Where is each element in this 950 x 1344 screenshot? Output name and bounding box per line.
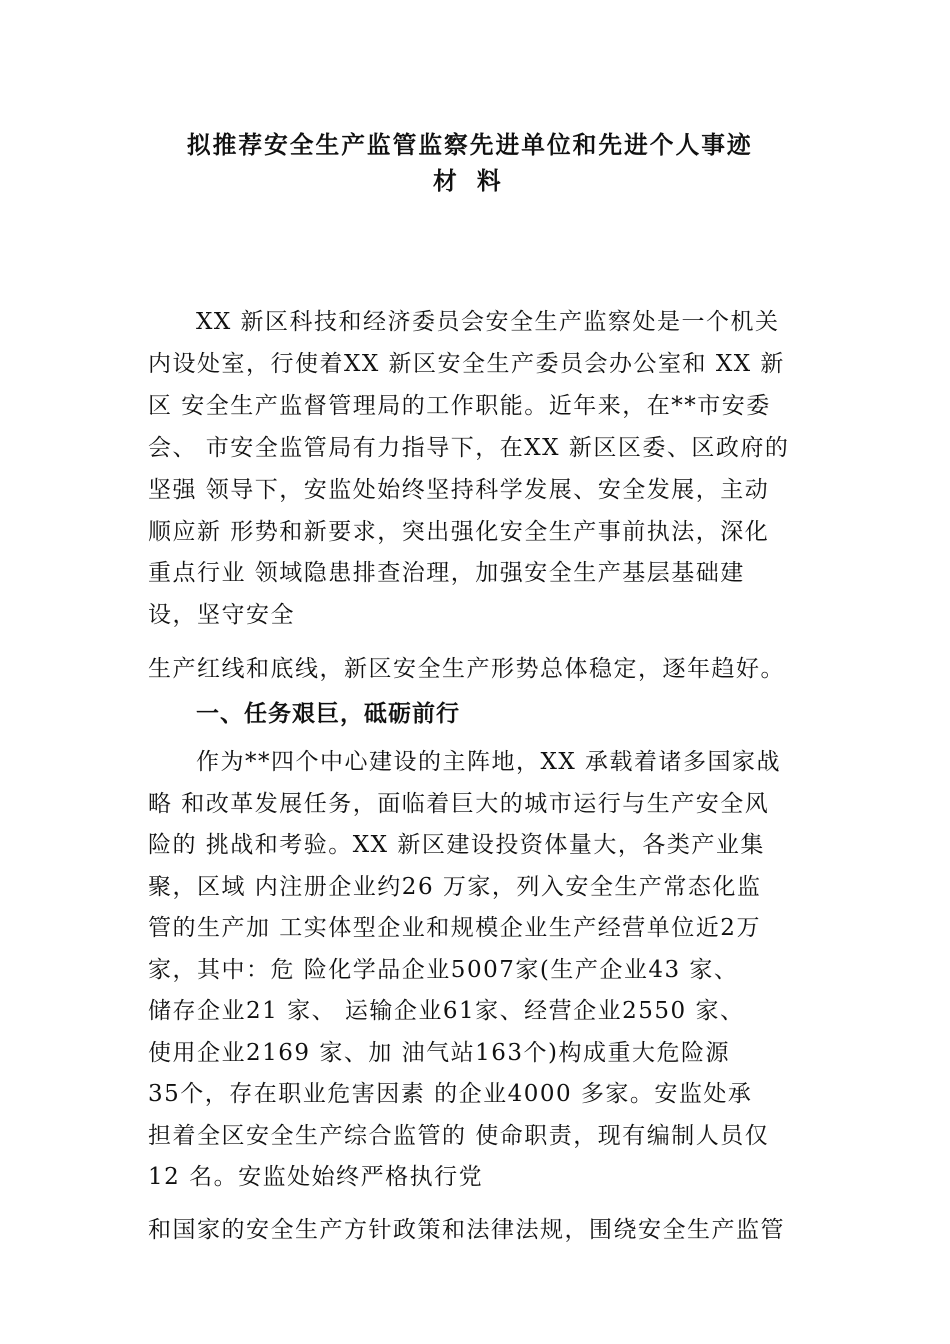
text-line: 险的 挑战和考验。XX 新区建设投资体量大，各类产业集 xyxy=(148,832,765,858)
text-line: 会、 市安全监管局有力指导下，在XX 新区区委、区政府的 xyxy=(148,435,790,461)
text-line: 储存企业21 家、 运输企业61家、经营企业2550 家、 xyxy=(148,998,745,1024)
text-line: 内设处室，行使着XX 新区安全生产委员会办公室和 XX 新 xyxy=(148,351,785,377)
text-line: 顺应新 形势和新要求，突出强化安全生产事前执法，深化 xyxy=(148,519,770,545)
text-line: 设，坚守安全 xyxy=(148,602,295,628)
text-line: 生产红线和底线，新区安全生产形势总体稳定，逐年趋好。 xyxy=(148,656,785,682)
text-line: 和国家的安全生产方针政策和法律法规，围绕安全生产监管 xyxy=(148,1217,785,1243)
text-line: 12 名。安监处始终严格执行党 xyxy=(148,1164,484,1190)
text-line: XX 新区科技和经济委员会安全生产监察处是一个机关 xyxy=(196,309,780,335)
document-title-line-2: 材 料 xyxy=(432,167,507,195)
text-line: 聚，区域 内注册企业约26 万家，列入安全生产常态化监 xyxy=(148,874,762,900)
text-line: 坚强 领导下，安监处始终坚持科学发展、安全发展，主动 xyxy=(148,477,770,503)
document-title-line-1: 拟推荐安全生产监管监察先进单位和先进个人事迹 xyxy=(186,131,753,159)
text-line: 使用企业2169 家、加 油气站163个)构成重大危险源 xyxy=(148,1040,731,1066)
text-line: 略 和改革发展任务，面临着巨大的城市运行与生产安全风 xyxy=(148,791,770,817)
text-line: 作为**四个中心建设的主阵地，XX 承载着诸多国家战 xyxy=(196,749,782,775)
text-line: 家，其中：危 险化学品企业5007家(生产企业43 家、 xyxy=(148,957,739,983)
text-line: 区 安全生产监督管理局的工作职能。近年来，在**市安委 xyxy=(148,393,771,419)
section-heading-1: 一、任务艰巨，砥砺前行 xyxy=(196,701,460,727)
text-line: 35个，存在职业危害因素 的企业4000 多家。安监处承 xyxy=(148,1081,753,1107)
text-line: 重点行业 领域隐患排查治理，加强安全生产基层基础建 xyxy=(148,560,745,586)
text-line: 担着全区安全生产综合监管的 使命职责，现有编制人员仅 xyxy=(148,1123,770,1149)
text-line: 管的生产加 工实体型企业和规模企业生产经营单位近2万 xyxy=(148,915,761,941)
